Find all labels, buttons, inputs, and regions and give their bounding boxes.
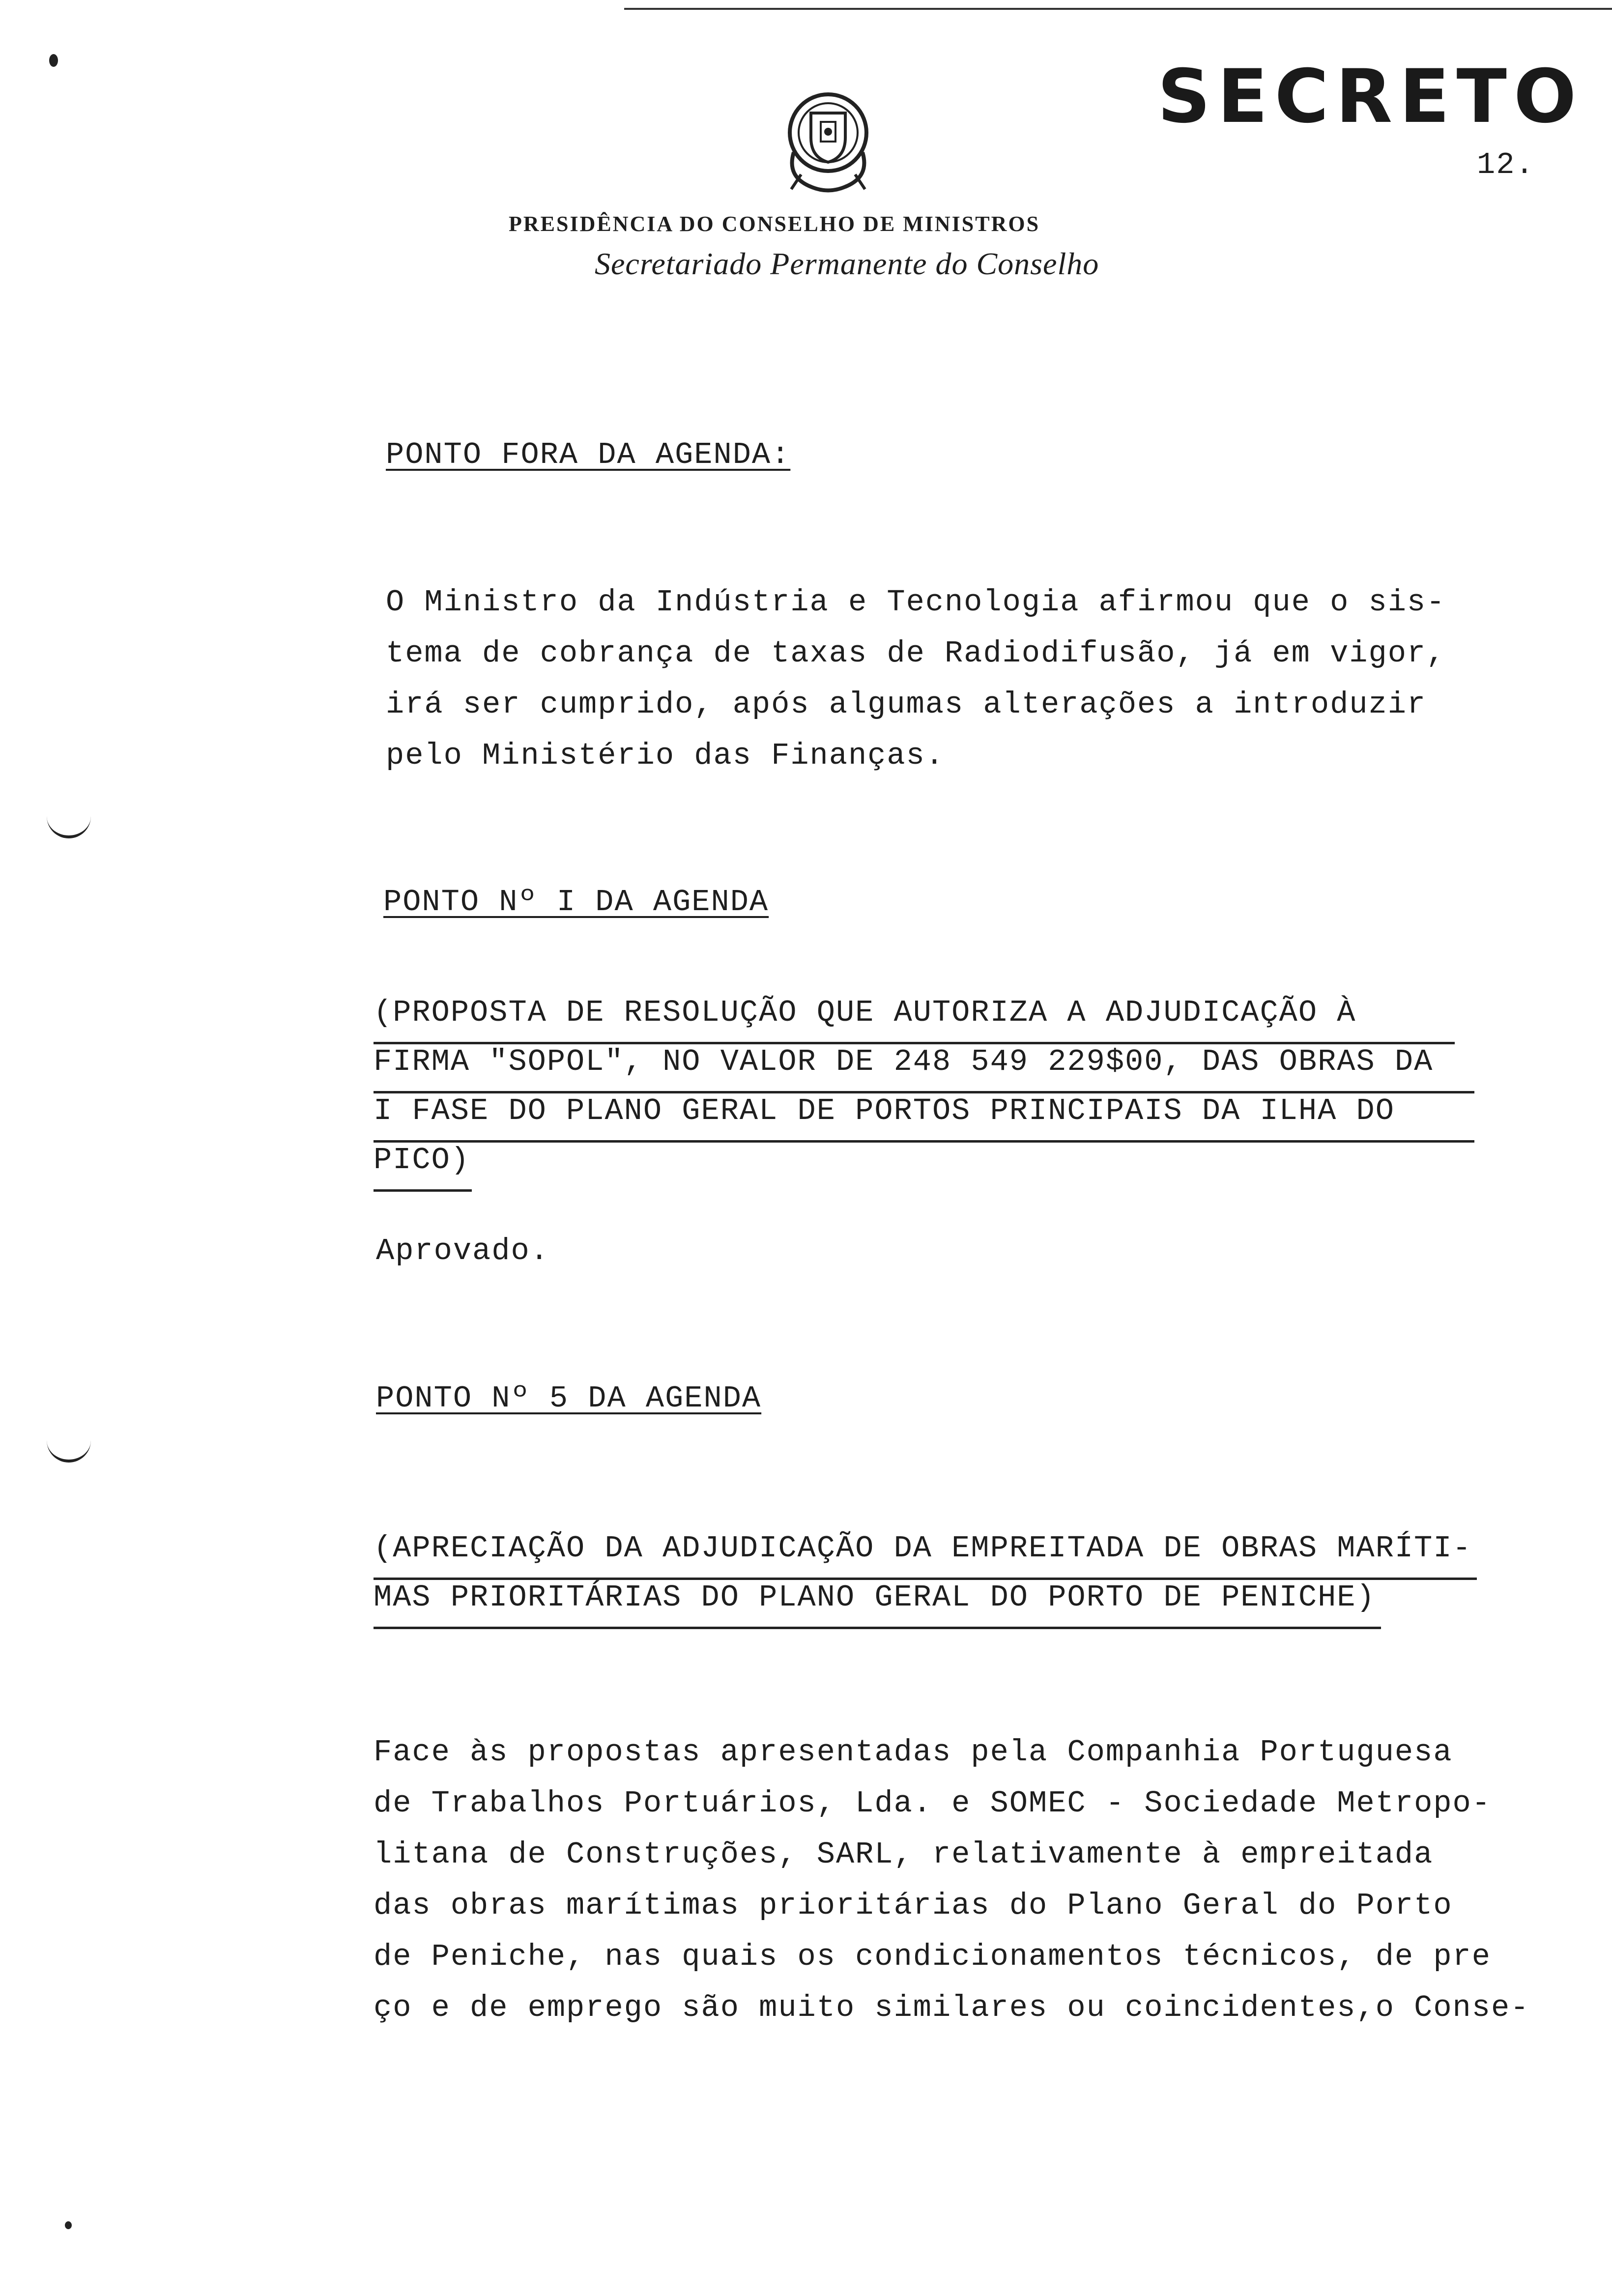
paragraph-line: irá ser cumprido, após algumas alterações a introduzir — [386, 687, 1427, 722]
proposal-line: (PROPOSTA DE RESOLUÇÃO QUE AUTORIZA A ADJUDICAÇÃO À — [374, 995, 1455, 1044]
margin-punch-mark — [47, 1430, 91, 1463]
proposal-ponto-1 — [374, 995, 1474, 1192]
office-name: PRESIDÊNCIA DO CONSELHO DE MINISTROS — [509, 212, 1040, 236]
proposal-line: FIRMA "SOPOL", NO VALOR DE 248 549 229$00, DAS OBRAS DA — [374, 1044, 1474, 1093]
coat-of-arms-seal-icon — [772, 79, 885, 197]
department-name: Secretariado Permanente do Conselho — [595, 246, 1099, 281]
margin-punch-mark — [47, 806, 91, 838]
paragraph-ponto-5 — [374, 1735, 1529, 2041]
proposal-line: I FASE DO PLANO GERAL DE PORTOS PRINCIPAIS DA ILHA DO — [374, 1093, 1474, 1143]
paragraph-line: pelo Ministério das Finanças. — [386, 738, 945, 773]
margin-dot — [65, 2221, 72, 2229]
proposal-line: PICO) — [374, 1143, 472, 1192]
paragraph-line: O Ministro da Indústria e Tecnologia afirmou que o sis- — [386, 585, 1446, 620]
section-heading-fora-agenda: PONTO FORA DA AGENDA: — [386, 437, 791, 472]
paragraph-fora-agenda — [386, 585, 1445, 789]
top-border-line — [624, 8, 1612, 10]
proposal-line: (APRECIAÇÃO DA ADJUDICAÇÃO DA EMPREITADA DE OBRAS MARÍTI- — [374, 1531, 1477, 1580]
proposal-ponto-5 — [374, 1531, 1477, 1629]
decision-ponto-1: Aprovado. — [376, 1234, 549, 1268]
paragraph-line: litana de Construções, SARL, relativamente à empreitada — [374, 1837, 1434, 1872]
paragraph-line: tema de cobrança de taxas de Radiodifusão, já em vigor, — [386, 636, 1446, 671]
paragraph-line: de Peniche, nas quais os condicionamentos técnicos, de pre — [374, 1939, 1491, 1974]
page-number: 12. — [1477, 147, 1535, 182]
margin-dot — [49, 54, 58, 67]
paragraph-line: Face às propostas apresentadas pela Companhia Portuguesa — [374, 1735, 1453, 1770]
section-heading-ponto-5: PONTO Nº 5 DA AGENDA — [376, 1381, 762, 1416]
paragraph-line: de Trabalhos Portuários, Lda. e SOMEC - Sociedade Metropo- — [374, 1786, 1491, 1821]
paragraph-line: das obras marítimas prioritárias do Plano Geral do Porto — [374, 1888, 1453, 1923]
section-heading-ponto-1: PONTO Nº I DA AGENDA — [383, 885, 769, 919]
proposal-line: MAS PRIORITÁRIAS DO PLANO GERAL DO PORTO DE PENICHE) — [374, 1580, 1381, 1629]
classification-stamp: SECRETO — [1157, 54, 1583, 140]
paragraph-line: ço e de emprego são muito similares ou coincidentes,o Conse- — [374, 1990, 1530, 2025]
